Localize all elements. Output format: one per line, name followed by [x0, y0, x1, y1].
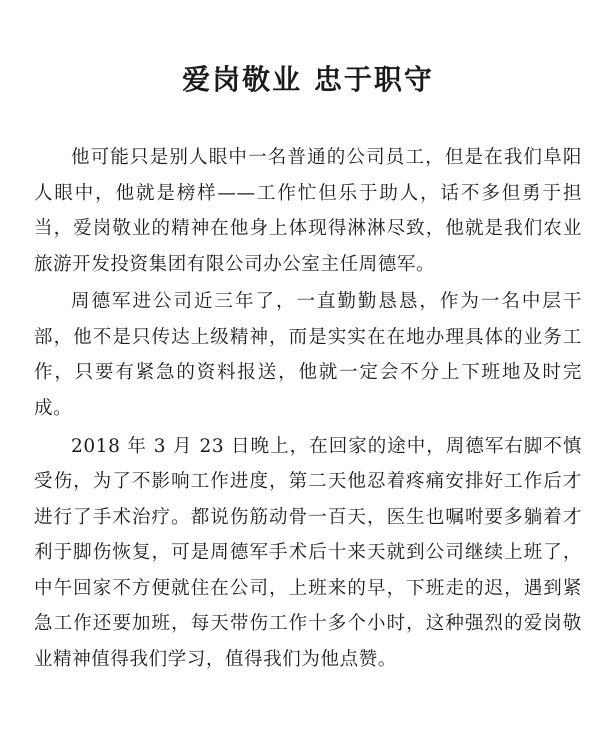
paragraph: 2018 年 3 月 23 日晚上，在回家的途中，周德军右脚不慎受伤，为了不影响工作进度，第二天他忍着疼痛安排好工作后才进行了手术治疗。都说伤筋动骨一百天，医生也嘱咐要多躺着才利于脚伤恢复，可是周德军手术后十来天就到公司继续上班了，中午回家不方便就住在公司，上班来的早，下班走的迟，遇到紧急工作还要加班，每天带伤工作十多个小时，这种强烈的爱岗敬业精神值得我们学习，值得我们为他点赞。: [34, 435, 582, 670]
paragraph: 他可能只是别人眼中一名普通的公司员工，但是在我们阜阳人眼中，他就是榜样——工作忙但乐于助人，话不多但勇于担当，爱岗敬业的精神在他身上体现得淋淋尽致，他就是我们农业旅游开发投资集团有限公司办公室主任周德军。: [34, 147, 582, 275]
page-title: 爱岗敬业 忠于职守: [182, 63, 434, 96]
document-body: [34, 140, 582, 677]
paragraph: 周德军进公司近三年了，一直勤勤恳恳，作为一名中层干部，他不是只传达上级精神，而是实实在在地办理具体的业务工作，只要有紧急的资料报送，他就一定会不分上下班地及时完成。: [34, 291, 582, 419]
